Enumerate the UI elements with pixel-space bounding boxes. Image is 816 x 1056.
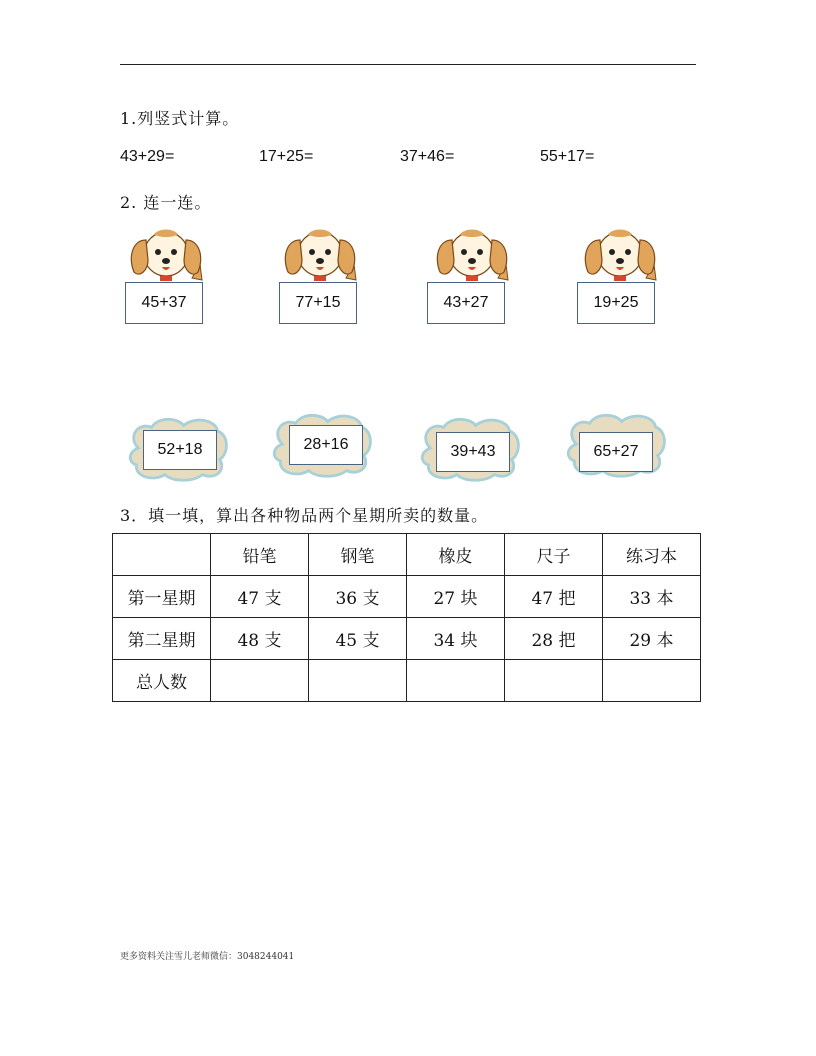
top-card-2[interactable]: 77+15 (279, 282, 357, 324)
table-header-cell: 钢笔 (309, 534, 407, 576)
table-cell: 47 把 (505, 576, 603, 618)
dog-icon (126, 226, 206, 288)
top-card-3[interactable]: 43+27 (427, 282, 505, 324)
table-cell: 29 本 (603, 618, 701, 660)
table-cell: 36 支 (309, 576, 407, 618)
table-cell: 47 支 (211, 576, 309, 618)
footer-note: 更多资料关注雪儿老师微信：3048244041 (120, 952, 295, 962)
table-cell: 48 支 (211, 618, 309, 660)
table-cell: 28 把 (505, 618, 603, 660)
question-2-title: 2. 连一连。 (120, 193, 212, 212)
table-row (113, 660, 701, 702)
table-cell: 33 本 (603, 576, 701, 618)
question-1-title: 1.列竖式计算。 (120, 109, 240, 128)
table-cell: 总人数 (113, 660, 211, 702)
table-cell: 第一星期 (113, 576, 211, 618)
table-cell: 第二星期 (113, 618, 211, 660)
top-card-4[interactable]: 19+25 (577, 282, 655, 324)
calc-problem-4: 55+17= (540, 148, 595, 165)
question-3-title: 3．填一填，算出各种物品两个星期所卖的数量。 (120, 506, 489, 525)
table-header-row (113, 534, 701, 576)
table-header-cell: 练习本 (603, 534, 701, 576)
calc-problem-3: 37+46= (400, 148, 455, 165)
bottom-card-4[interactable]: 65+27 (579, 432, 653, 472)
bottom-card-1[interactable]: 52+18 (143, 430, 217, 470)
answer-cell[interactable] (603, 660, 701, 702)
bottom-card-3[interactable]: 39+43 (436, 432, 510, 472)
table-cell: 45 支 (309, 618, 407, 660)
calc-problem-2: 17+25= (259, 148, 314, 165)
table-header-cell: 铅笔 (211, 534, 309, 576)
bottom-card-2[interactable]: 28+16 (289, 425, 363, 465)
table-header-cell: 橡皮 (407, 534, 505, 576)
dog-icon (580, 226, 660, 288)
answer-cell[interactable] (309, 660, 407, 702)
header-rule (120, 64, 696, 65)
answer-cell[interactable] (505, 660, 603, 702)
answer-cell[interactable] (211, 660, 309, 702)
table-row (113, 618, 701, 660)
table-cell: 34 块 (407, 618, 505, 660)
answer-cell[interactable] (407, 660, 505, 702)
calc-problem-1: 43+29= (120, 148, 175, 165)
table-header-cell (113, 534, 211, 576)
table-cell: 27 块 (407, 576, 505, 618)
dog-icon (432, 226, 512, 288)
sales-table (112, 533, 701, 702)
table-header-cell: 尺子 (505, 534, 603, 576)
table-row (113, 576, 701, 618)
top-card-1[interactable]: 45+37 (125, 282, 203, 324)
dog-icon (280, 226, 360, 288)
